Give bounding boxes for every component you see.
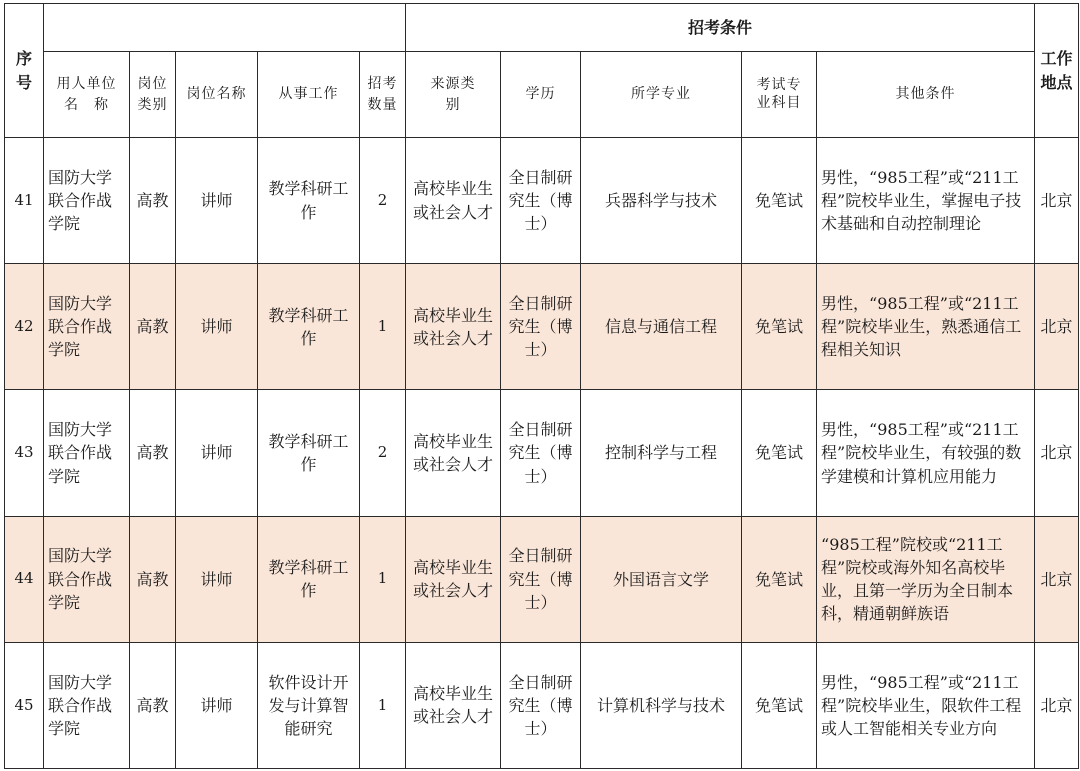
- cell-exam: 免笔试: [742, 642, 817, 768]
- cell-major: 信息与通信工程: [581, 264, 742, 390]
- cell-other: 男性，“985工程”或“211工程”院校毕业生，限软件工程或人工智能相关专业方向: [817, 642, 1035, 768]
- cell-unit: 国防大学联合作战学院: [44, 516, 130, 642]
- cell-source: 高校毕业生或社会人才: [406, 390, 501, 516]
- cell-post-name: 讲师: [176, 138, 258, 264]
- cell-post-type: 高教: [130, 138, 176, 264]
- cell-count: 1: [360, 264, 406, 390]
- cell-location: 北京: [1035, 642, 1079, 768]
- header-post-type: 岗位类别: [130, 52, 176, 138]
- cell-count: 1: [360, 642, 406, 768]
- cell-seq: 44: [5, 516, 44, 642]
- cell-major: 控制科学与工程: [581, 390, 742, 516]
- header-other: 其他条件: [817, 52, 1035, 138]
- cell-major: 外国语言文学: [581, 516, 742, 642]
- cell-post-type: 高教: [130, 516, 176, 642]
- header-seq: 序号: [5, 4, 44, 138]
- recruitment-table: [4, 3, 1079, 769]
- cell-post-name: 讲师: [176, 642, 258, 768]
- cell-education: 全日制研究生（博士）: [501, 516, 581, 642]
- header-blank: [44, 4, 406, 52]
- cell-post-name: 讲师: [176, 264, 258, 390]
- cell-exam: 免笔试: [742, 516, 817, 642]
- cell-location: 北京: [1035, 138, 1079, 264]
- cell-work: 软件设计开发与计算智能研究: [258, 642, 360, 768]
- cell-work: 教学科研工作: [258, 264, 360, 390]
- cell-count: 1: [360, 516, 406, 642]
- cell-source: 高校毕业生或社会人才: [406, 516, 501, 642]
- recruitment-table-container: [4, 3, 1078, 769]
- cell-education: 全日制研究生（博士）: [501, 390, 581, 516]
- cell-seq: 43: [5, 390, 44, 516]
- cell-unit: 国防大学联合作战学院: [44, 642, 130, 768]
- cell-exam: 免笔试: [742, 264, 817, 390]
- table-row: [5, 642, 1079, 768]
- table-row: [5, 138, 1079, 264]
- header-post-name: 岗位名称: [176, 52, 258, 138]
- header-count: 招考数量: [360, 52, 406, 138]
- cell-unit: 国防大学联合作战学院: [44, 138, 130, 264]
- table-row: [5, 516, 1079, 642]
- cell-other: 男性，“985工程”或“211工程”院校毕业生，掌握电子技术基础和自动控制理论: [817, 138, 1035, 264]
- cell-work: 教学科研工作: [258, 516, 360, 642]
- cell-major: 计算机科学与技术: [581, 642, 742, 768]
- cell-education: 全日制研究生（博士）: [501, 264, 581, 390]
- cell-unit: 国防大学联合作战学院: [44, 264, 130, 390]
- cell-post-type: 高教: [130, 264, 176, 390]
- cell-major: 兵器科学与技术: [581, 138, 742, 264]
- cell-post-type: 高教: [130, 390, 176, 516]
- cell-other: 男性，“985工程”或“211工程”院校毕业生，熟悉通信工程相关知识: [817, 264, 1035, 390]
- cell-post-name: 讲师: [176, 516, 258, 642]
- header-row-2: [5, 52, 1079, 138]
- header-education: 学历: [501, 52, 581, 138]
- cell-source: 高校毕业生或社会人才: [406, 138, 501, 264]
- cell-unit: 国防大学联合作战学院: [44, 390, 130, 516]
- cell-location: 北京: [1035, 264, 1079, 390]
- header-conditions-group: 招考条件: [406, 4, 1035, 52]
- cell-post-name: 讲师: [176, 390, 258, 516]
- cell-exam: 免笔试: [742, 390, 817, 516]
- cell-post-type: 高教: [130, 642, 176, 768]
- table-row: [5, 264, 1079, 390]
- cell-work: 教学科研工作: [258, 138, 360, 264]
- header-location: 工作地点: [1035, 4, 1079, 138]
- header-source: 来源类别: [406, 52, 501, 138]
- header-exam-subject: 考试专业科目: [742, 52, 817, 138]
- cell-count: 2: [360, 138, 406, 264]
- header-work: 从事工作: [258, 52, 360, 138]
- cell-education: 全日制研究生（博士）: [501, 138, 581, 264]
- cell-source: 高校毕业生或社会人才: [406, 264, 501, 390]
- header-unit: 用人单位名 称: [44, 52, 130, 138]
- cell-other: “985工程”院校或“211工程”院校或海外知名高校毕业，且第一学历为全日制本科，精通朝鲜族语: [817, 516, 1035, 642]
- cell-seq: 45: [5, 642, 44, 768]
- cell-location: 北京: [1035, 390, 1079, 516]
- cell-location: 北京: [1035, 516, 1079, 642]
- cell-work: 教学科研工作: [258, 390, 360, 516]
- cell-source: 高校毕业生或社会人才: [406, 642, 501, 768]
- cell-seq: 42: [5, 264, 44, 390]
- header-major: 所学专业: [581, 52, 742, 138]
- cell-seq: 41: [5, 138, 44, 264]
- cell-count: 2: [360, 390, 406, 516]
- cell-education: 全日制研究生（博士）: [501, 642, 581, 768]
- cell-other: 男性，“985工程”或“211工程”院校毕业生，有较强的数学建模和计算机应用能力: [817, 390, 1035, 516]
- table-row: [5, 390, 1079, 516]
- cell-exam: 免笔试: [742, 138, 817, 264]
- header-row-1: [5, 4, 1079, 52]
